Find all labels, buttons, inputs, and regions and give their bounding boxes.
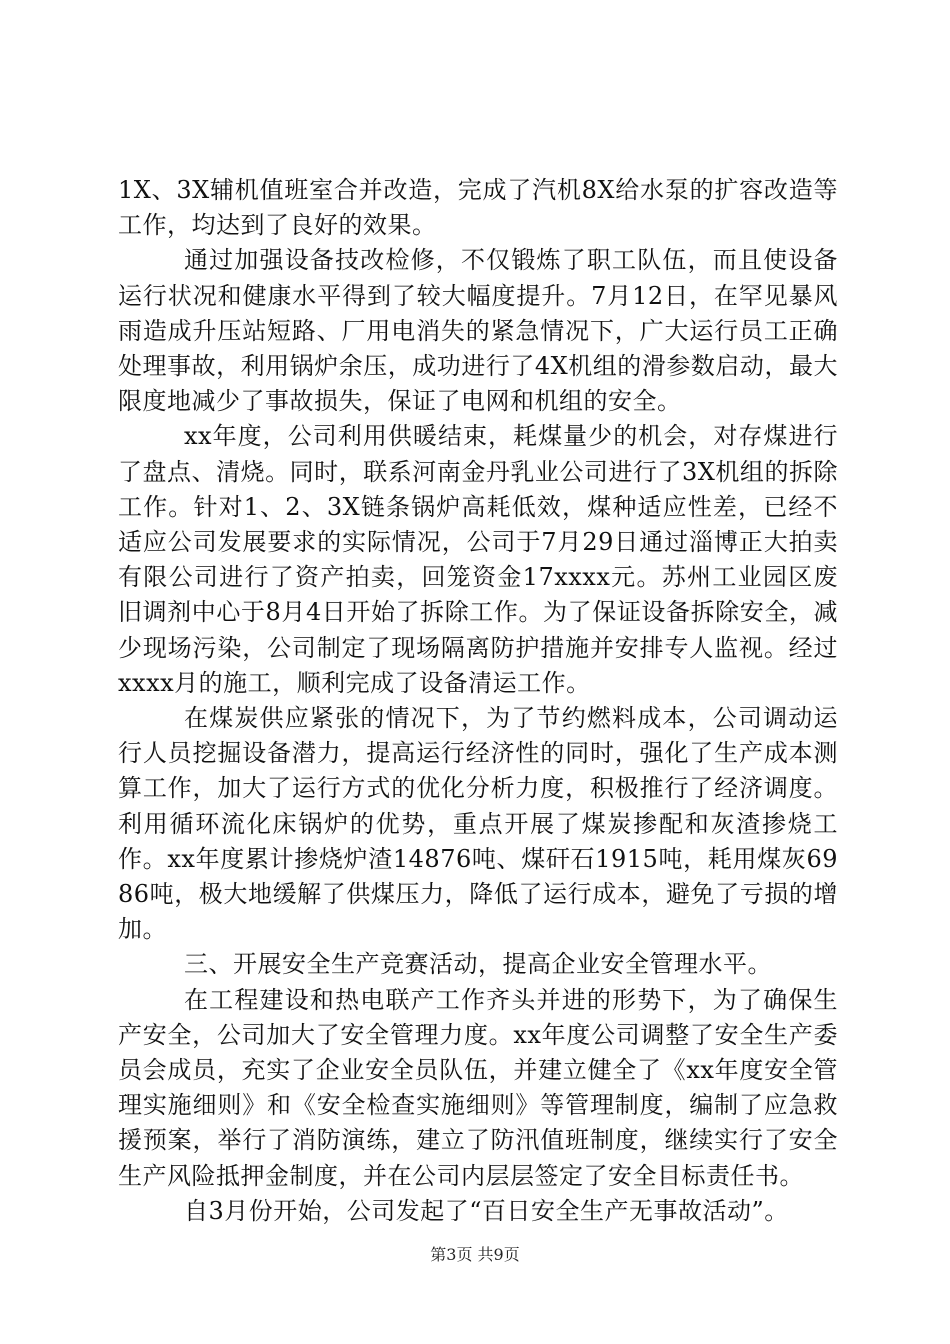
paragraph-equipment-upgrade: 通过加强设备技改检修，不仅锻炼了职工队伍，而且使设备运行状况和健康水平得到了较大幅度提升。7月12日，在罕见暴风雨造成升压站短路、厂用电消失的紧急情况下，广大运行员工正确处理事故，利用锅炉余压，成功进行了4X机组的滑参数启动，最大限度地减少了事故损失，保证了电网和机组的安全。	[118, 246, 838, 416]
paragraph-coal-inventory: xx年度，公司利用供暖结束，耗煤量少的机会，对存煤进行了盘点、清烧。同时，联系河南金丹乳业公司进行了3X机组的拆除工作。针对1、2、3X链条锅炉高耗低效，煤种适应性差，已经不适应公司发展要求的实际情况，公司于7月29日通过淄博正大拍卖有限公司进行了资产拍卖，回笼资金17xxxx元。苏州工业园区废旧调剂中心于8月4日开始了拆除工作。为了保证设备拆除安全，减少现场污染，公司制定了现场隔离防护措施并安排专人监视。经过xxxx月的施工，顺利完成了设备清运工作。	[118, 422, 838, 697]
paragraph-hundred-days: 自3月份开始，公司发起了“百日安全生产无事故活动”。	[184, 1196, 789, 1225]
paragraph-continuation: 1X、3X辅机值班室合并改造，完成了汽机8X给水泵的扩容改造等工作，均达到了良好的效果。	[118, 176, 838, 240]
paragraph-safety-management: 在工程建设和热电联产工作齐头并进的形势下，为了确保生产安全，公司加大了安全管理力度。xx年度公司调整了安全生产委员会成员，充实了企业安全员队伍，并建立健全了《xx年度安全管理实施细则》和《安全检查实施细则》等管理制度，编制了应急救援预案，举行了消防演练，建立了防汛值班制度，继续实行了安全生产风险抵押金制度，并在公司内层层签定了安全目标责任书。	[118, 985, 838, 1190]
page-number-footer: 第3页 共9页	[430, 1245, 520, 1264]
paragraph-fuel-cost: 在煤炭供应紧张的情况下，为了节约燃料成本，公司调动运行人员挖掘设备潜力，提高运行经济性的同时，强化了生产成本测算工作，加大了运行方式的优化分析力度，积极推行了经济调度。利用循环流化床锅炉的优势，重点开展了煤炭掺配和灰渣掺烧工作。xx年度累计掺烧炉渣14876吨、煤矸石1915吨，耗用煤灰6986吨，极大地缓解了供煤压力，降低了运行成本，避免了亏损的增加。	[118, 704, 838, 944]
section-heading-safety: 三、开展安全生产竞赛活动，提高企业安全管理水平。	[184, 950, 772, 979]
document-body	[118, 173, 838, 1229]
